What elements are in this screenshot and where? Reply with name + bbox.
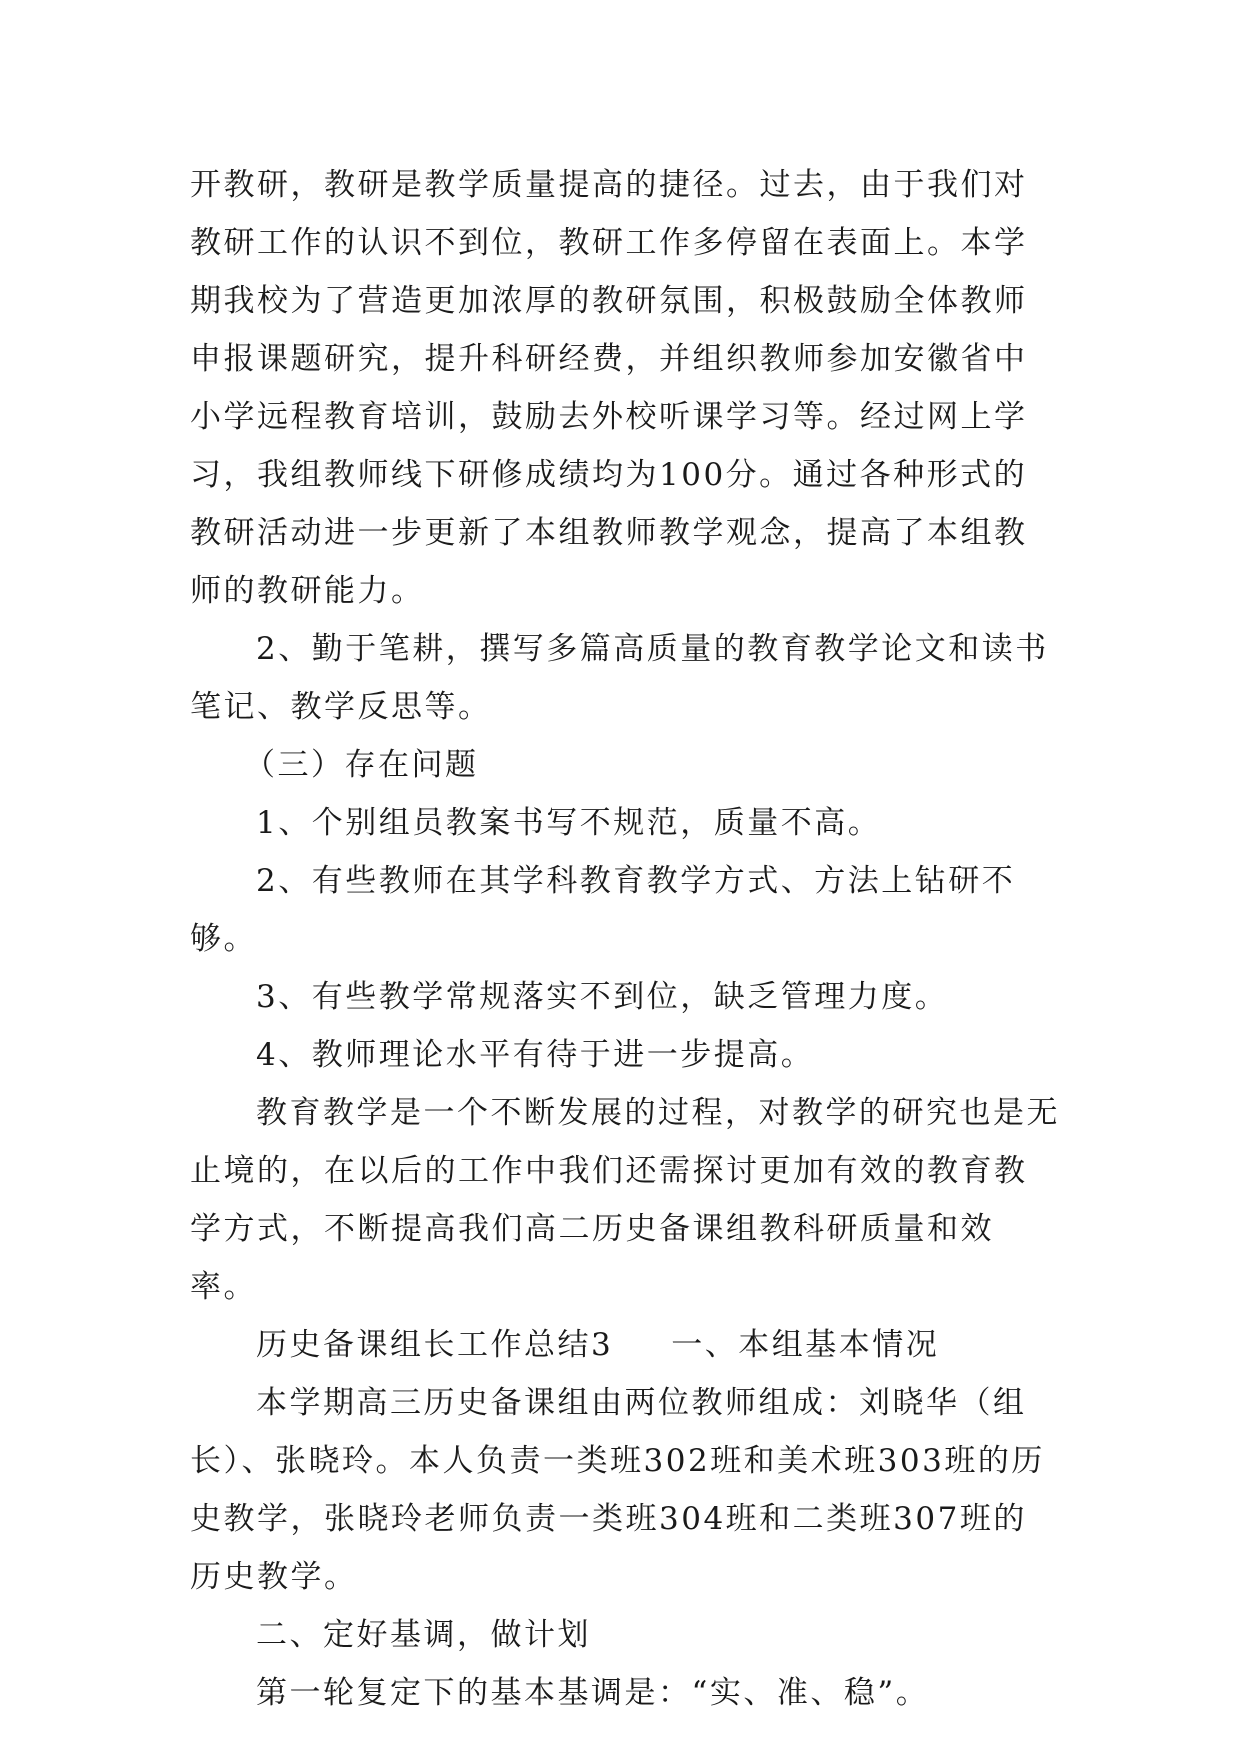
section-heading-basic-info: 一、本组基本情况 bbox=[671, 1327, 940, 1363]
paragraph-group-members: 本学期高三历史备课组由两位教师组成：刘晓华（组长）、张晓玲。本人负责一类班302班和美术班303班的历史教学，张晓玲老师负责一类班304班和二类班307班的历史教学。 bbox=[190, 1385, 1045, 1595]
paragraph-conclusion: 教育教学是一个不断发展的过程，对教学的研究也是无止境的，在以后的工作中我们还需探讨更加有效的教育教学方式，不断提高我们高二历史备课组教科研质量和效率。 bbox=[190, 1095, 1060, 1305]
document-body bbox=[190, 156, 1060, 1722]
problem-item-4: 4、教师理论水平有待于进一步提高。 bbox=[256, 1037, 815, 1073]
problem-item-2: 2、有些教师在其学科教育教学方式、方法上钻研不够。 bbox=[190, 863, 1016, 957]
paragraph-review-tone: 第一轮复定下的基本基调是：“实、准、稳”。 bbox=[256, 1675, 930, 1711]
paragraph-teaching-research: 开教研，教研是教学质量提高的捷径。过去，由于我们对教研工作的认识不到位，教研工作多停留在表面上。本学期我校为了营造更加浓厚的教研氛围，积极鼓励全体教师申报课题研究，提升科研经费，并组织教师参加安徽省中小学远程教育培训，鼓励去外校听课学习等。经过网上学习，我组教师线下研修成绩均为100分。通过各种形式的教研活动进一步更新了本组教师教学观念，提高了本组教师的教研能力。 bbox=[190, 167, 1028, 609]
section-heading-problems: （三）存在问题 bbox=[244, 747, 479, 783]
section-heading-plan: 二、定好基调，做计划 bbox=[256, 1617, 591, 1653]
paragraph-writing: 2、勤于笔耕，撰写多篇高质量的教育教学论文和读书笔记、教学反思等。 bbox=[190, 631, 1049, 725]
problem-item-1: 1、个别组员教案书写不规范，质量不高。 bbox=[256, 805, 882, 841]
problem-item-3: 3、有些教学常规落实不到位，缺乏管理力度。 bbox=[256, 979, 949, 1015]
summary-heading-line bbox=[190, 1316, 1060, 1374]
summary-title: 历史备课组长工作总结3 bbox=[256, 1327, 614, 1363]
